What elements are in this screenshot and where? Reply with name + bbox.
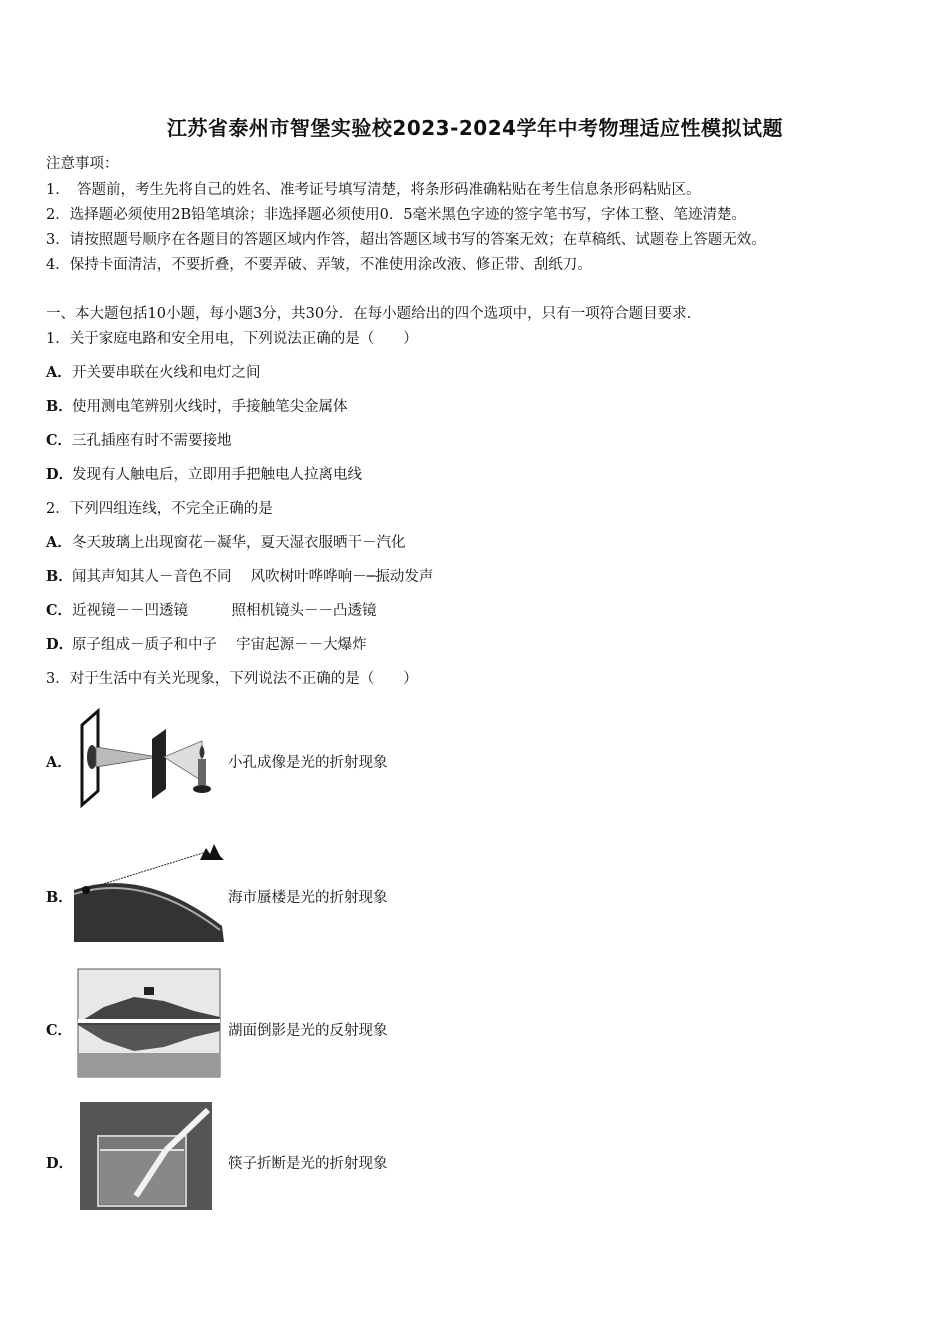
option-letter: B．: [46, 398, 73, 415]
q2-option-c: [46, 599, 377, 620]
note-item: 1． 答题前，考生先将自己的姓名、准考证号填写清楚，将条形码准确粘贴在考生信息条形码粘贴区。: [46, 182, 701, 198]
page-title: 江苏省泰州市智堡实验校2023-2024学年中考物理适应性模拟试题: [166, 116, 784, 140]
lake-reflection-figure: [74, 967, 224, 1079]
q2-option-b: [46, 565, 433, 586]
q1-option-b: [46, 395, 348, 416]
option-text: 使用测电笔辨别火线时，手接触笔尖金属体: [72, 399, 348, 415]
section-heading: 一、本大题包括10小题，每小题3分，共30分．在每小题给出的四个选项中，只有一项符合题目要求．: [46, 306, 702, 322]
option-text: 开关要串联在火线和电灯之间: [72, 365, 261, 381]
note-item: 2．选择题必须使用2B铅笔填涂；非选择题必须使用0．5毫米黑色字迹的签字笔书写，字体工整、笔迹清楚。: [46, 207, 747, 223]
q3-option-b: [46, 838, 646, 948]
option-text: 筷子折断是光的折射现象: [228, 1156, 388, 1172]
option-letter: A．: [46, 534, 72, 551]
question-2-stem: 2．下列四组连线，不完全正确的是: [46, 501, 273, 517]
notes-heading: 注意事项：: [46, 156, 119, 172]
q2-option-a: [46, 531, 406, 552]
option-text: 冬天玻璃上出现窗花－凝华，夏天湿衣服晒干－汽化: [72, 535, 406, 551]
option-text: 海市蜃楼是光的折射现象: [228, 890, 388, 906]
q3-option-c: [46, 967, 646, 1077]
option-text: 闻其声知其人－音色不同 风吹树叶哗哗响－─振动发声: [72, 569, 434, 585]
option-text: 原子组成－质子和中子 宇宙起源－－大爆炸: [72, 637, 367, 653]
q1-option-c: [46, 429, 232, 450]
option-text: 发现有人触电后，立即用手把触电人拉离电线: [72, 467, 362, 483]
q3-option-a: [46, 705, 646, 815]
option-letter: C．: [46, 602, 73, 619]
question-1-stem: 1．关于家庭电路和安全用电，下列说法正确的是（ ）: [46, 331, 418, 347]
option-text: 近视镜－－凹透镜 照相机镜头－－凸透镜: [72, 603, 377, 619]
pinhole-camera-figure: [74, 705, 214, 815]
note-item: 3．请按照题号顺序在各题目的答题区域内作答，超出答题区域书写的答案无效；在草稿纸、试题卷上答题无效。: [46, 232, 766, 248]
option-letter: B．: [46, 889, 73, 906]
option-letter: D．: [46, 466, 74, 483]
q1-option-d: [46, 463, 362, 484]
option-text: 三孔插座有时不需要接地: [72, 433, 232, 449]
option-text: 小孔成像是光的折射现象: [228, 755, 388, 771]
option-letter: A．: [46, 364, 72, 381]
q3-option-d: [46, 1100, 646, 1210]
option-letter: B．: [46, 568, 73, 585]
option-letter: D．: [46, 1155, 74, 1172]
question-3-stem: 3．对于生活中有关光现象，下列说法不正确的是（ ）: [46, 671, 418, 687]
q1-option-a: [46, 361, 261, 382]
option-letter: C．: [46, 432, 73, 449]
option-letter: C．: [46, 1022, 73, 1039]
option-letter: D．: [46, 636, 74, 653]
bent-chopstick-figure: [74, 1100, 216, 1212]
option-text: 湖面倒影是光的反射现象: [228, 1023, 388, 1039]
note-item: 4．保持卡面清洁，不要折叠，不要弄破、弄皱，不准使用涂改液、修正带、刮纸刀。: [46, 257, 592, 273]
option-letter: A．: [46, 754, 72, 771]
q2-option-d: [46, 633, 367, 654]
mirage-figure: [74, 838, 226, 948]
